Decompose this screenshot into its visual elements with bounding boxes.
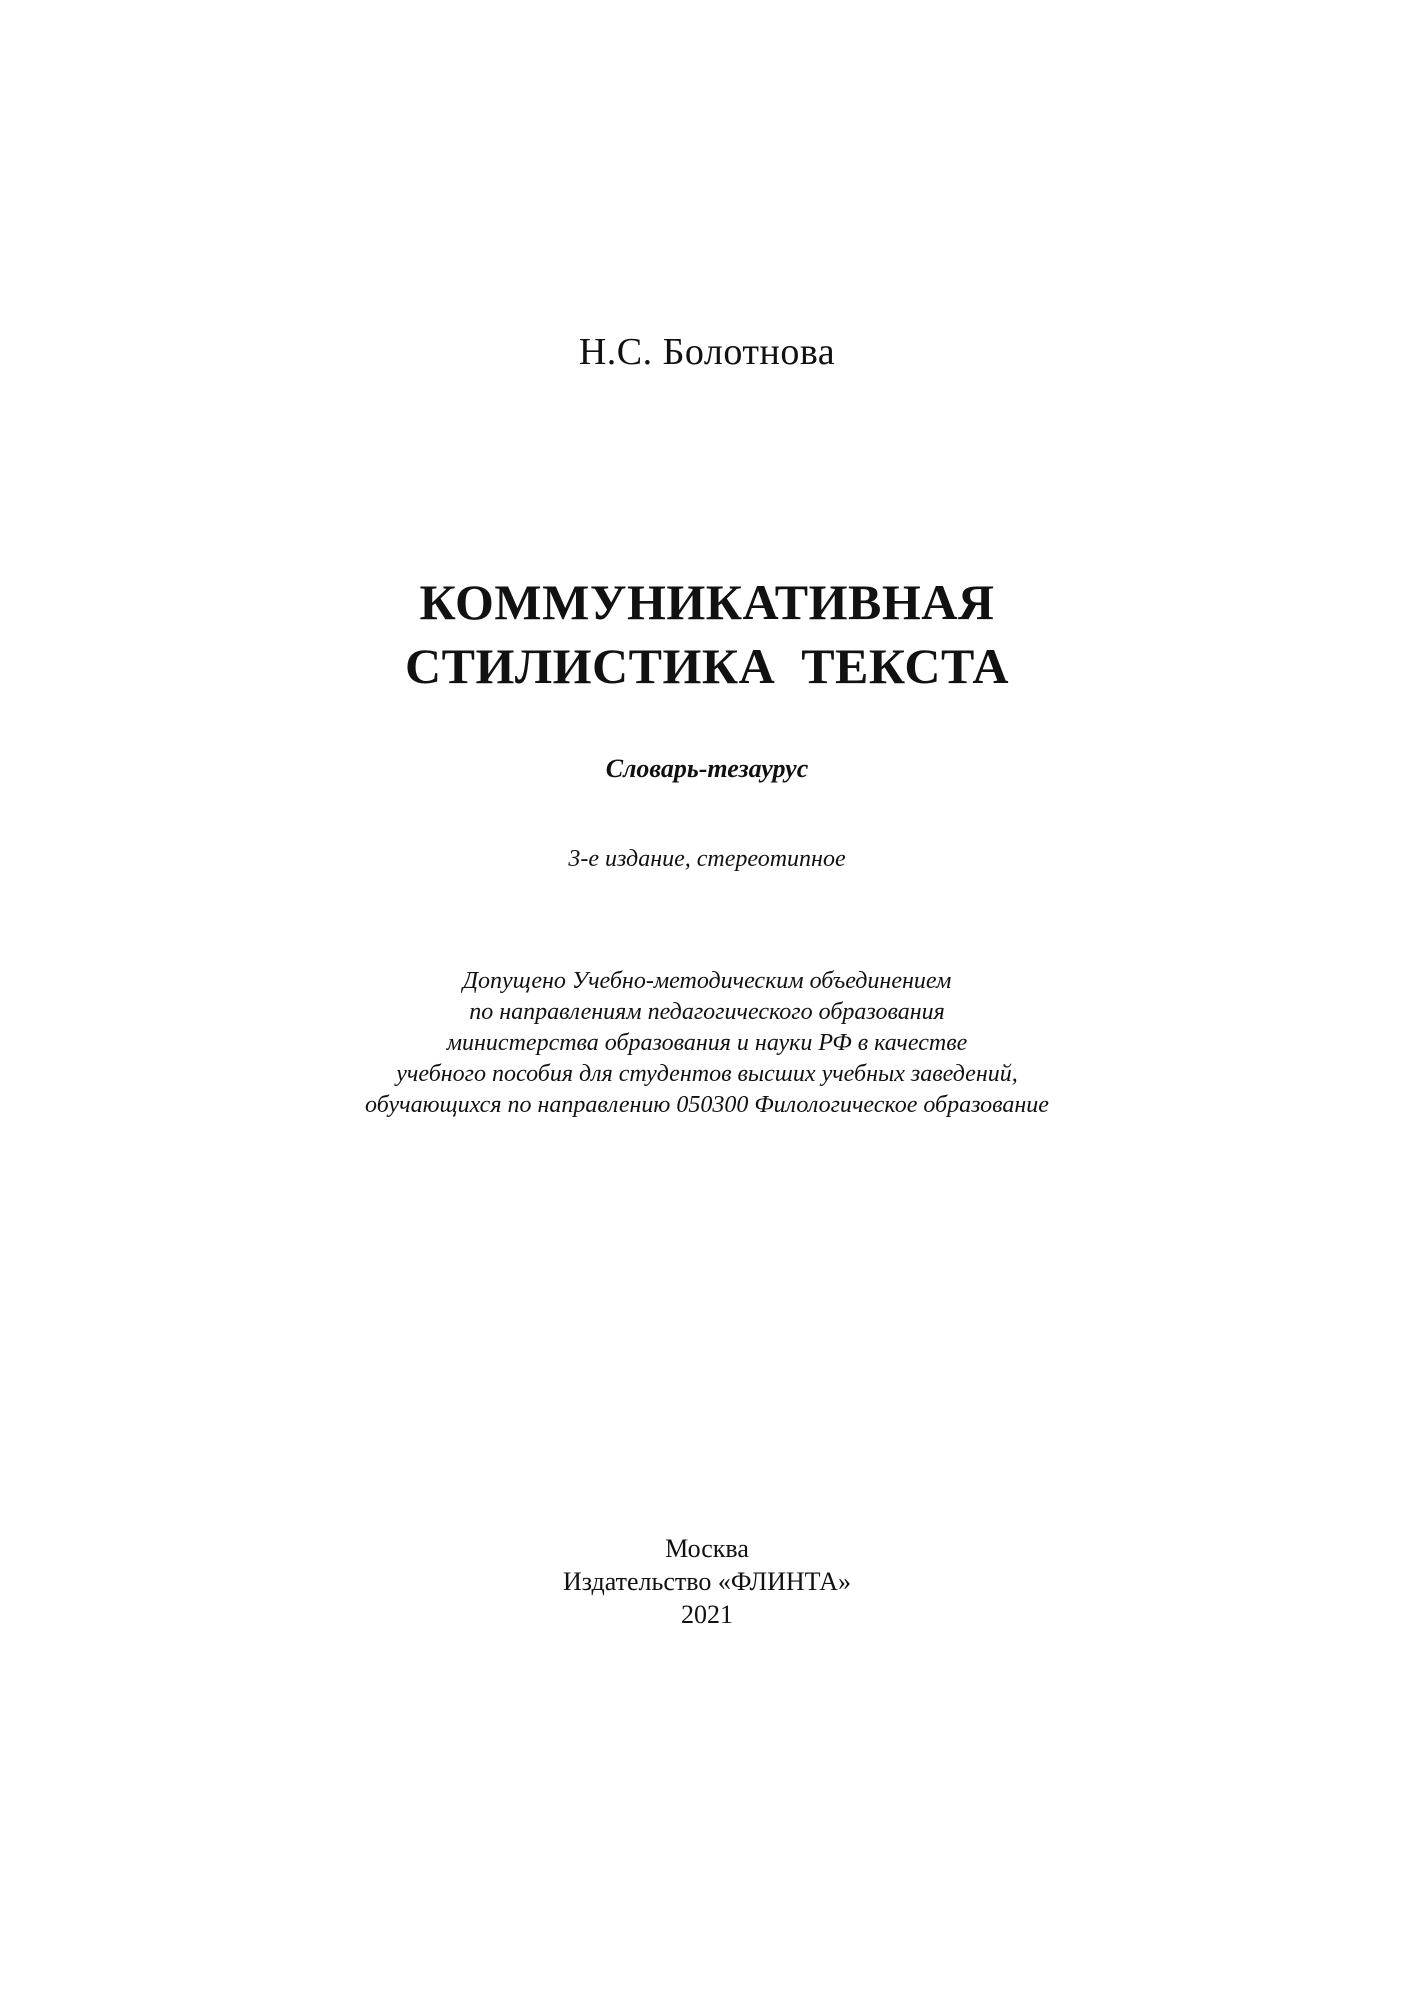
book-subtitle: Словарь-тезаурус	[605, 754, 809, 783]
book-title	[0, 570, 1414, 698]
approval-line: учебного пособия для студентов высших учебных заведений,	[396, 1061, 1018, 1087]
approval-line: по направлениям педагогического образования	[469, 999, 945, 1025]
book-title-line-2: СТИЛИСТИКА ТЕКСТА	[405, 638, 1009, 694]
approval-line: обучающихся по направлению 050300 Филологическое образование	[365, 1092, 1049, 1118]
book-title-line-1: КОММУНИКАТИВНАЯ	[419, 574, 995, 630]
imprint-city: Москва	[665, 1534, 749, 1563]
imprint-publisher: Издательство «ФЛИНТА»	[562, 1567, 852, 1596]
approval-line: министерства образования и науки РФ в качестве	[446, 1030, 968, 1056]
imprint-year: 2021	[681, 1600, 733, 1629]
imprint	[0, 1532, 1414, 1631]
approval-statement	[0, 966, 1414, 1121]
approval-line: Допущено Учебно-методическим объединением	[462, 968, 952, 994]
edition-note: 3-е издание, стереотипное	[568, 846, 846, 872]
author-name: Н.С. Болотнова	[578, 331, 836, 373]
